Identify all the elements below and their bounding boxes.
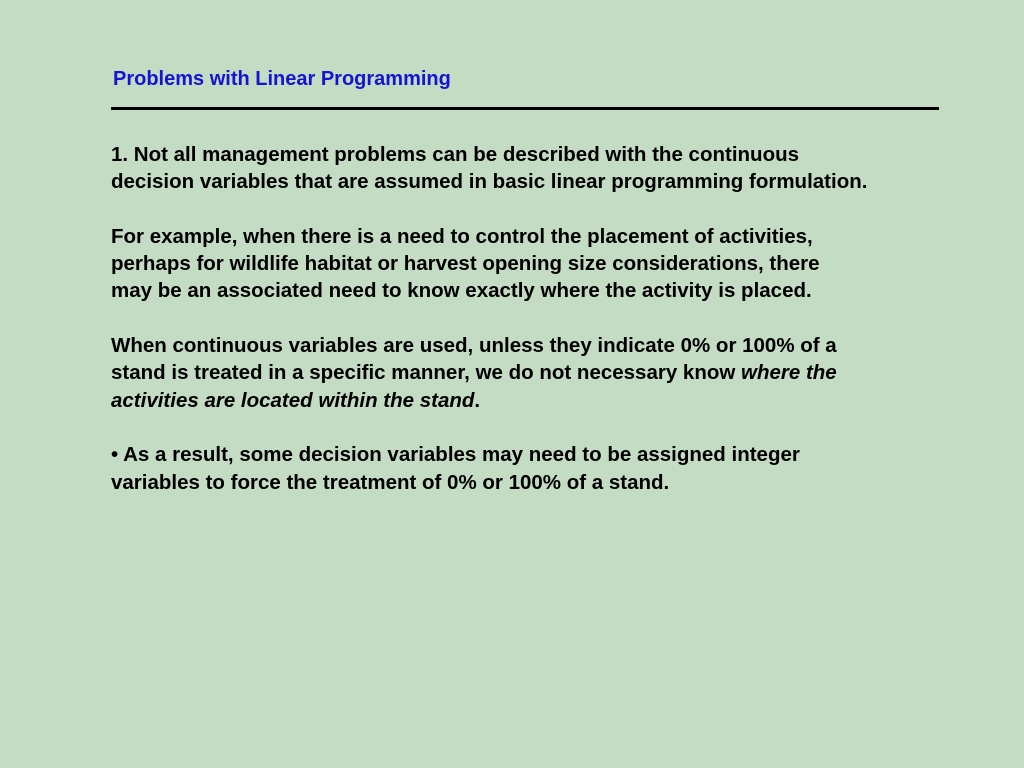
paragraph-4-line-2: variables to force the treatment of 0% or 100% of a stand. [111, 470, 670, 494]
paragraph-3-line-2-text: stand is treated in a specific manner, we do not necessary know [111, 361, 742, 385]
paragraph-1 [111, 141, 991, 196]
paragraph-3 [111, 332, 991, 414]
paragraph-2-line-2: perhaps for wildlife habitat or harvest opening size considerations, there [111, 252, 820, 276]
paragraph-2-line-1: For example, when there is a need to control the placement of activities, [111, 224, 813, 248]
paragraph-3-line-3 [111, 387, 991, 414]
paragraph-1-line-1: 1. Not all management problems can be described with the continuous [111, 143, 800, 166]
paragraph-1-line-2: decision variables that are assumed in basic linear programming formulation. [111, 170, 868, 194]
slide-title: Problems with Linear Programming [113, 68, 451, 90]
paragraph-4-line-1: • As a result, some decision variables may need to be assigned integer [111, 443, 800, 467]
paragraph-4-bullet [111, 441, 991, 496]
paragraph-3-period: . [474, 388, 481, 412]
paragraph-2-line-3: may be an associated need to know exactly where the activity is placed. [111, 279, 812, 303]
title-underline-divider [111, 107, 939, 110]
paragraph-3-line-2 [111, 359, 991, 386]
paragraph-3-emphasis-start: where the [741, 361, 837, 385]
paragraph-3-emphasis-end: activities are located within the stand [111, 388, 475, 412]
slide-body [111, 141, 991, 523]
paragraph-2 [111, 223, 991, 305]
paragraph-3-line-1: When continuous variables are used, unless they indicate 0% or 100% of a [111, 334, 837, 358]
